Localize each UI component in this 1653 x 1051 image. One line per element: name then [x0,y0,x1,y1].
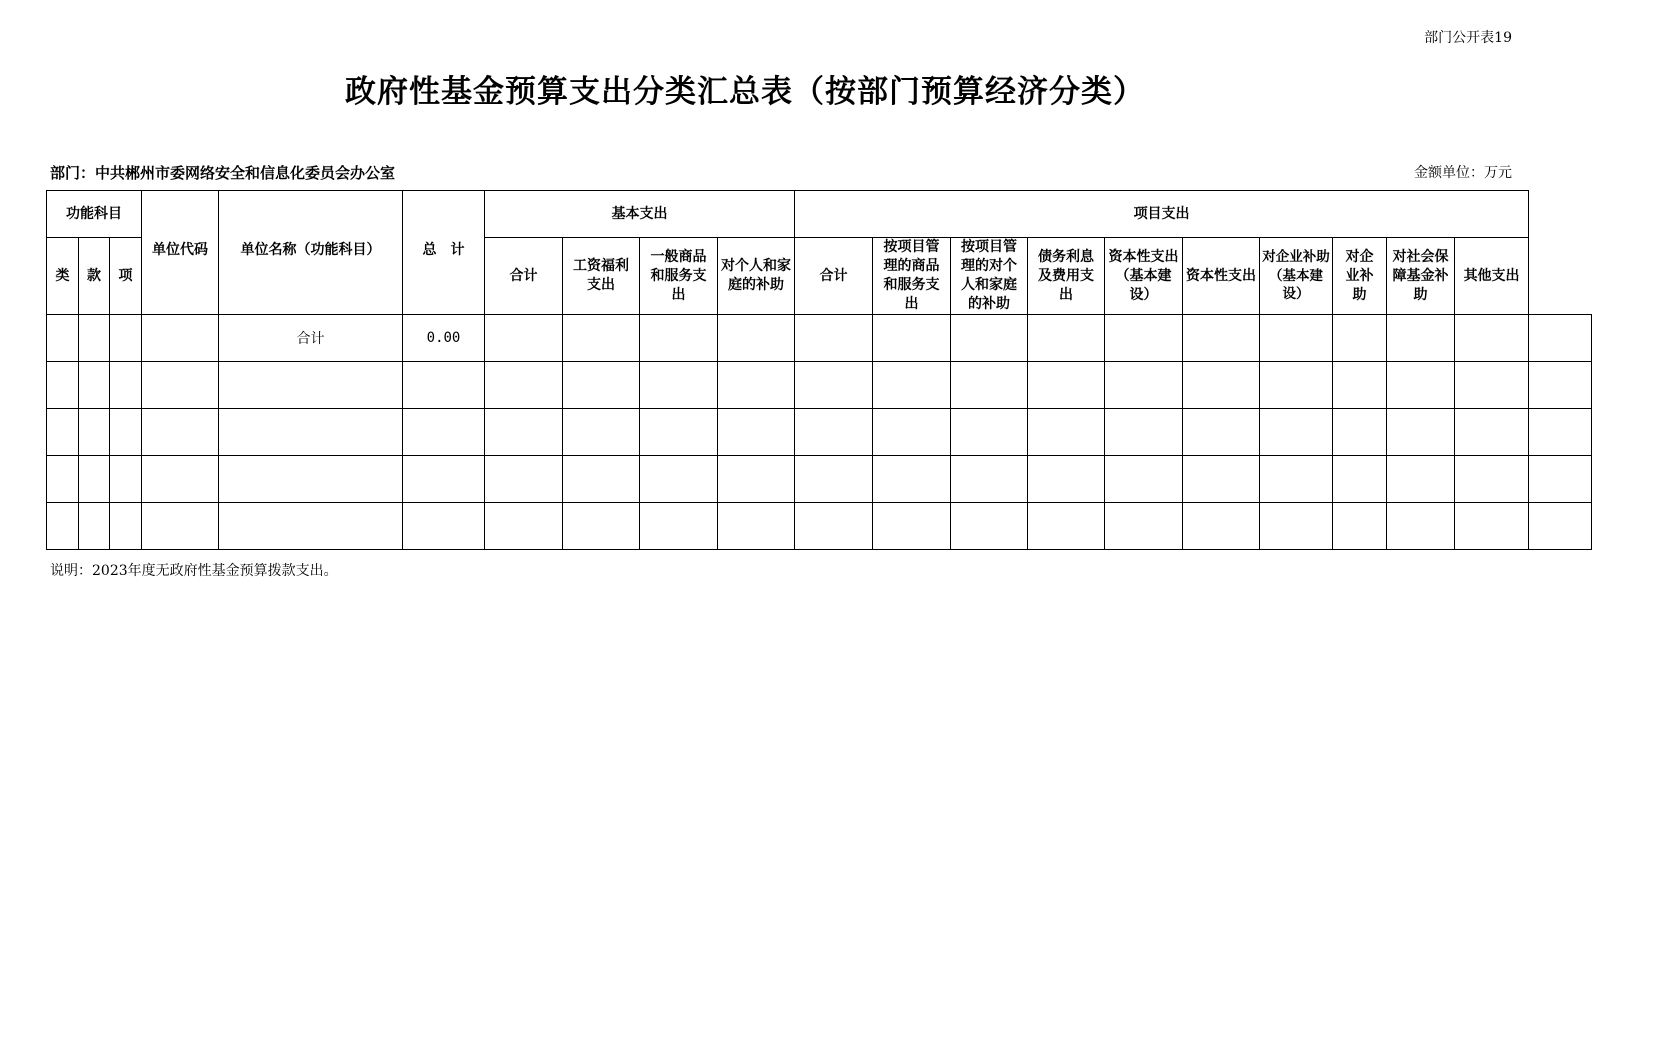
total-header: 总 计 [403,191,485,315]
data-cell [1183,503,1260,550]
data-cell [485,503,563,550]
data-cell [1387,315,1455,362]
data-cell [563,362,640,409]
data-cell [951,315,1028,362]
data-cell [718,362,795,409]
data-cell [1028,362,1105,409]
data-cell [718,315,795,362]
data-cell [718,503,795,550]
unit-code-cell [142,503,219,550]
footnote: 说明：2023年度无政府性基金预算拨款支出。 [50,563,338,579]
project-col-total: 合计 [795,238,873,315]
data-cell [1529,503,1592,550]
data-cell [873,362,951,409]
basic-col-household-subsidy: 对个人和家庭的补助 [718,238,795,315]
data-cell [640,503,718,550]
data-cell [1028,503,1105,550]
data-cell [951,503,1028,550]
data-cell [1028,456,1105,503]
unit-name-cell [219,503,403,550]
project-col-enterprise-construction: 对企业补助（基本建设） [1260,238,1333,315]
data-cell [485,456,563,503]
total-cell [403,456,485,503]
basic-col-total: 合计 [485,238,563,315]
data-cell [1387,456,1455,503]
data-cell [563,456,640,503]
data-cell [1333,315,1387,362]
unit-name-cell [219,409,403,456]
data-cell [1529,315,1592,362]
data-cell [1455,362,1529,409]
data-cell [873,315,951,362]
data-cell [1260,456,1333,503]
data-cell [1183,409,1260,456]
data-cell [951,456,1028,503]
expenditure-table [46,190,1592,550]
form-number: 部门公开表19 [1424,30,1512,46]
data-cell [640,456,718,503]
data-cell [1529,456,1592,503]
data-cell [640,409,718,456]
xiang-cell [110,409,142,456]
lei-cell [47,409,79,456]
data-cell [1183,315,1260,362]
data-cell [873,456,951,503]
header-row-1 [47,191,1592,238]
data-cell [1455,315,1529,362]
total-cell [403,409,485,456]
data-cell [1529,409,1592,456]
data-cell [1183,362,1260,409]
unit-name-cell [219,362,403,409]
data-cell [1105,503,1183,550]
lei-cell [47,315,79,362]
data-cell [795,456,873,503]
xiang-cell [110,503,142,550]
data-cell [1333,362,1387,409]
kuan-header: 款 [79,238,110,315]
data-cell [485,315,563,362]
data-cell [1028,409,1105,456]
table-row [47,503,1592,550]
data-cell [563,409,640,456]
lei-cell [47,503,79,550]
data-cell [795,503,873,550]
table-row [47,362,1592,409]
total-cell: 0.00 [403,315,485,362]
data-cell [795,315,873,362]
page-title: 政府性基金预算支出分类汇总表（按部门预算经济分类） [345,74,1145,110]
lei-cell [47,456,79,503]
xiang-cell [110,456,142,503]
kuan-cell [79,409,110,456]
data-cell [1028,315,1105,362]
data-cell [563,315,640,362]
data-cell [795,362,873,409]
data-cell [640,362,718,409]
unit-code-cell [142,315,219,362]
data-cell [563,503,640,550]
unit-code-cell [142,409,219,456]
data-cell [1260,362,1333,409]
data-cell [1105,456,1183,503]
kuan-cell [79,362,110,409]
data-cell [485,409,563,456]
unit-name-cell: 合计 [219,315,403,362]
data-cell [1387,362,1455,409]
lei-header: 类 [47,238,79,315]
data-cell [1387,409,1455,456]
data-cell [1387,503,1455,550]
xiang-cell [110,315,142,362]
data-cell [640,315,718,362]
project-col-debt-interest: 债务利息及费用支出 [1028,238,1105,315]
data-cell [1455,503,1529,550]
unit-code-header: 单位代码 [142,191,219,315]
project-col-other: 其他支出 [1455,238,1529,315]
data-cell [1455,409,1529,456]
basic-col-salary: 工资福利支出 [563,238,640,315]
unit-code-cell [142,456,219,503]
project-col-capital-construction: 资本性支出（基本建设） [1105,238,1183,315]
data-cell [1333,503,1387,550]
data-cell [1333,456,1387,503]
data-cell [1105,409,1183,456]
total-cell [403,503,485,550]
project-col-social-security: 对社会保障基金补助 [1387,238,1455,315]
data-cell [1455,456,1529,503]
unit-code-cell [142,362,219,409]
lei-cell [47,362,79,409]
project-col-household-subsidy: 按项目管理的对个人和家庭的补助 [951,238,1028,315]
data-cell [1333,409,1387,456]
amount-unit-label: 金额单位：万元 [1414,165,1512,181]
data-cell [1529,362,1592,409]
data-cell [951,409,1028,456]
data-cell [873,503,951,550]
basic-col-goods-services: 一般商品和服务支出 [640,238,718,315]
kuan-cell [79,456,110,503]
xiang-header: 项 [110,238,142,315]
total-cell [403,362,485,409]
kuan-cell [79,503,110,550]
data-cell [1105,362,1183,409]
data-cell [873,409,951,456]
data-cell [718,409,795,456]
data-cell [485,362,563,409]
department-label: 部门：中共郴州市委网络安全和信息化委员会办公室 [50,164,396,182]
kuan-cell [79,315,110,362]
project-expenditure-header: 项目支出 [795,191,1529,238]
data-cell [1260,503,1333,550]
func-subject-header: 功能科目 [47,191,142,238]
data-cell [795,409,873,456]
data-cell [718,456,795,503]
data-cell [1183,456,1260,503]
data-cell [1260,315,1333,362]
project-col-capital: 资本性支出 [1183,238,1260,315]
unit-name-header: 单位名称（功能科目） [219,191,403,315]
table-row [47,409,1592,456]
project-col-enterprise-subsidy: 对企业补助 [1333,238,1387,315]
data-cell [951,362,1028,409]
xiang-cell [110,362,142,409]
basic-expenditure-header: 基本支出 [485,191,795,238]
unit-name-cell [219,456,403,503]
data-cell [1260,409,1333,456]
table-row [47,456,1592,503]
data-cell [1105,315,1183,362]
project-col-goods-services: 按项目管理的商品和服务支出 [873,238,951,315]
table-row [47,315,1592,362]
